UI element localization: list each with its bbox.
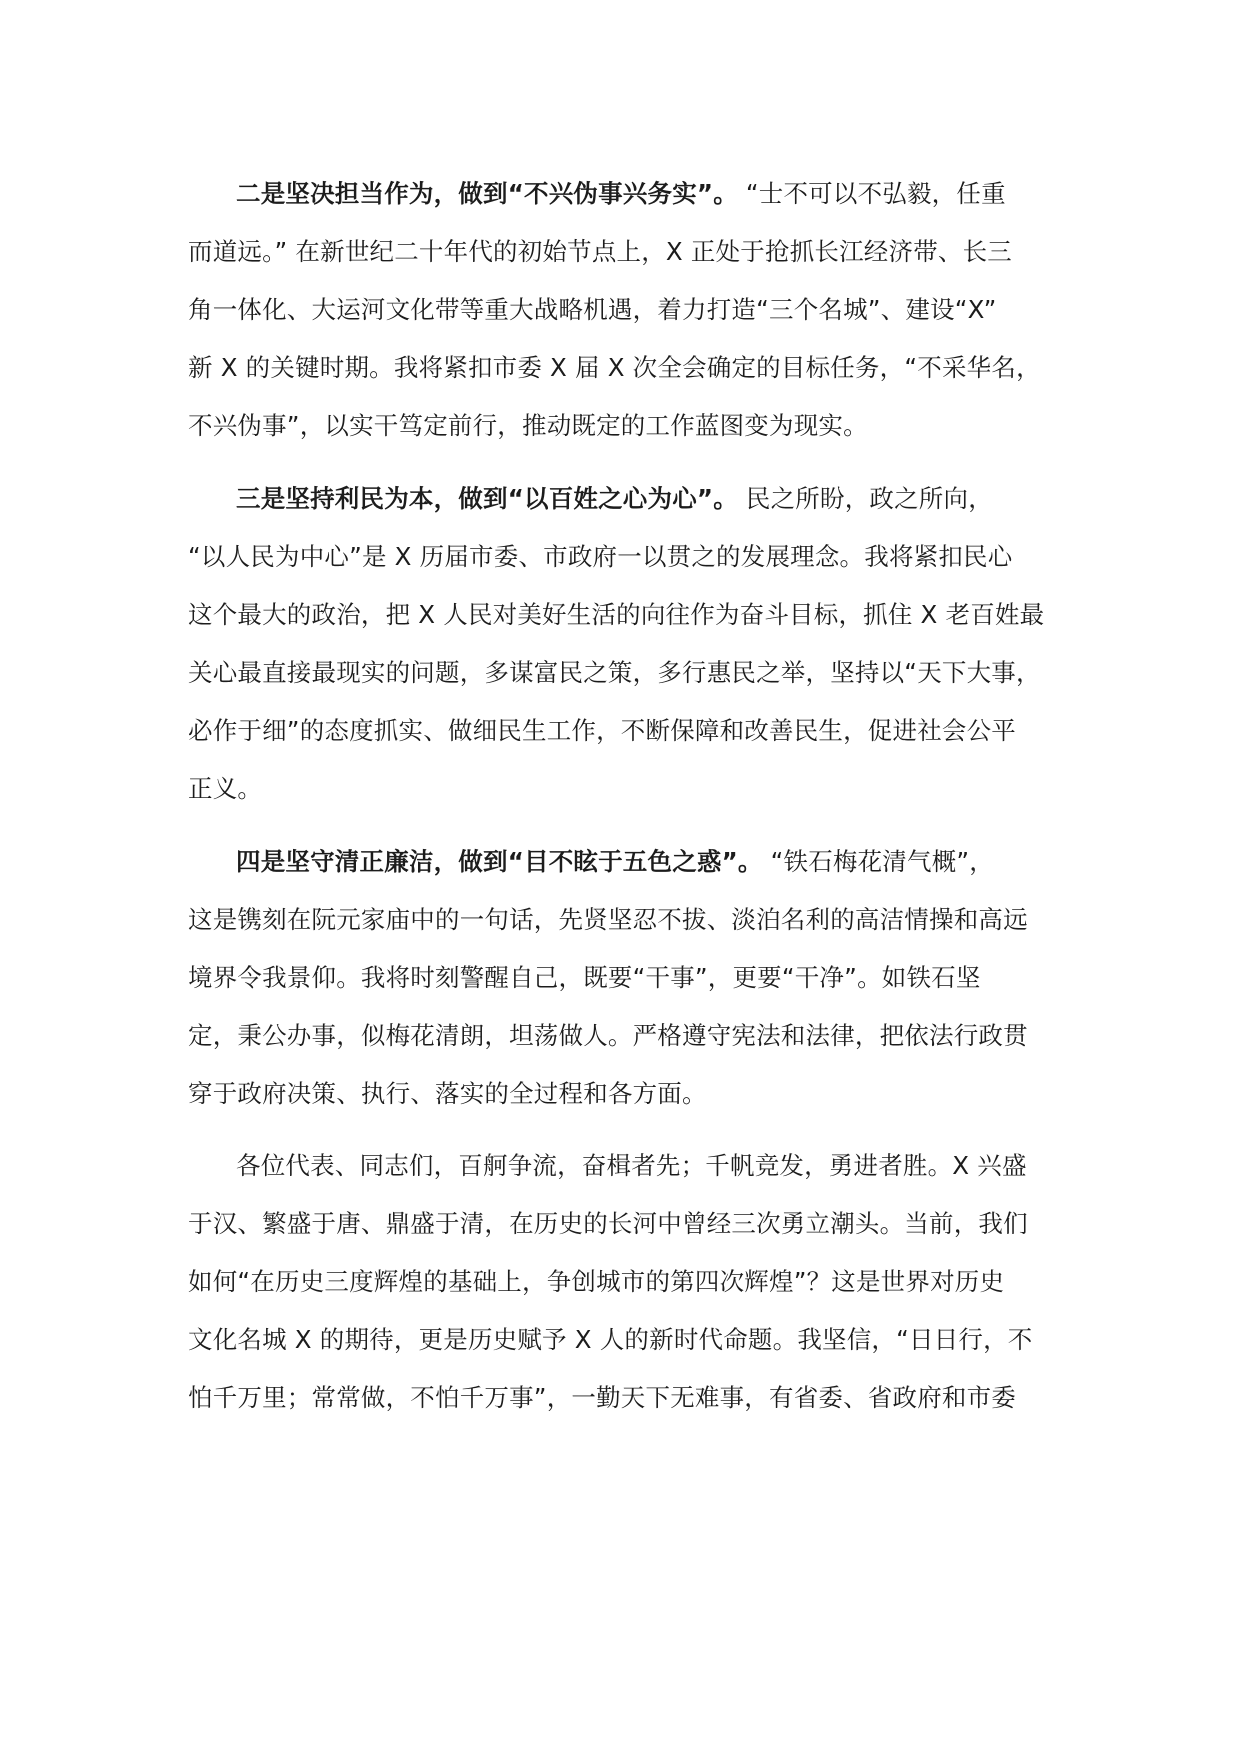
paragraph-line: 必作于细”的态度抓实、做细民生工作，不断保障和改善民生，促进社会公平 — [188, 716, 1016, 745]
paragraph-line: 如何“在历史三度辉煌的基础上，争创城市的第四次辉煌”？这是世界对历史 — [188, 1267, 1005, 1296]
paragraph-line: 角一体化、大运河文化带等重大战略机遇，着力打造“三个名城”、建设“X” — [188, 295, 997, 324]
paragraph-line: 定，秉公办事，似梅花清朗，坦荡做人。严格遵守宪法和法律，把依法行政贯 — [188, 1021, 1028, 1050]
paragraph-first-line — [236, 174, 1006, 214]
paragraph-text: “士不可以不弘毅，任重 — [737, 179, 1006, 208]
paragraph-text: 民之所盼，政之所向， — [737, 484, 993, 513]
paragraph-first-line — [236, 1146, 1027, 1186]
paragraph-line: 不兴伪事”，以实干笃定前行，推动既定的工作蓝图变为现实。 — [188, 411, 868, 440]
paragraph-heading: 四是坚守清正廉洁，做到“目不眩于五色之惑”。 — [236, 847, 763, 876]
paragraph-line: 关心最直接最现实的问题，多谋富民之策，多行惠民之举，坚持以“天下大事， — [188, 658, 1041, 687]
paragraph-line: 这是镌刻在阮元家庙中的一句话，先贤坚忍不拔、淡泊名利的高洁情操和高远 — [188, 905, 1028, 934]
paragraph-first-line — [236, 479, 993, 519]
paragraph-line: “以人民为中心”是 X 历届市委、市政府一以贯之的发展理念。我将紧扣民心 — [188, 542, 1013, 571]
paragraph-text: 各位代表、同志们，百舸争流，奋楫者先；千帆竞发，勇进者胜。X 兴盛 — [236, 1151, 1027, 1180]
paragraph-text: “铁石梅花清气概”， — [762, 847, 994, 876]
paragraph-heading: 三是坚持利民为本，做到“以百姓之心为心”。 — [236, 484, 738, 513]
paragraph-line: 文化名城 X 的期待，更是历史赋予 X 人的新时代命题。我坚信，“日日行，不 — [188, 1325, 1033, 1354]
paragraph-first-line — [236, 842, 994, 882]
paragraph-heading: 二是坚决担当作为，做到“不兴伪事兴务实”。 — [236, 179, 738, 208]
paragraph-line: 正义。 — [188, 774, 263, 803]
paragraph-line: 怕千万里；常常做，不怕千万事”，一勤天下无难事，有省委、省政府和市委 — [188, 1383, 1016, 1412]
paragraph-line: 于汉、繁盛于唐、鼎盛于清，在历史的长河中曾经三次勇立潮头。当前，我们 — [188, 1209, 1028, 1238]
paragraph-line: 而道远。” 在新世纪二十年代的初始节点上，X 正处于抢抓长江经济带、长三 — [188, 237, 1012, 266]
paragraph-line: 境界令我景仰。我将时刻警醒自己，既要“干事”，更要“干净”。如铁石坚 — [188, 963, 981, 992]
paragraph-line: 这个最大的政治，把 X 人民对美好生活的向往作为奋斗目标，抓住 X 老百姓最 — [188, 600, 1045, 629]
paragraph-line: 新 X 的关键时期。我将紧扣市委 X 届 X 次全会确定的目标任务，“不采华名， — [188, 353, 1041, 382]
paragraph-line: 穿于政府决策、执行、落实的全过程和各方面。 — [188, 1079, 707, 1108]
